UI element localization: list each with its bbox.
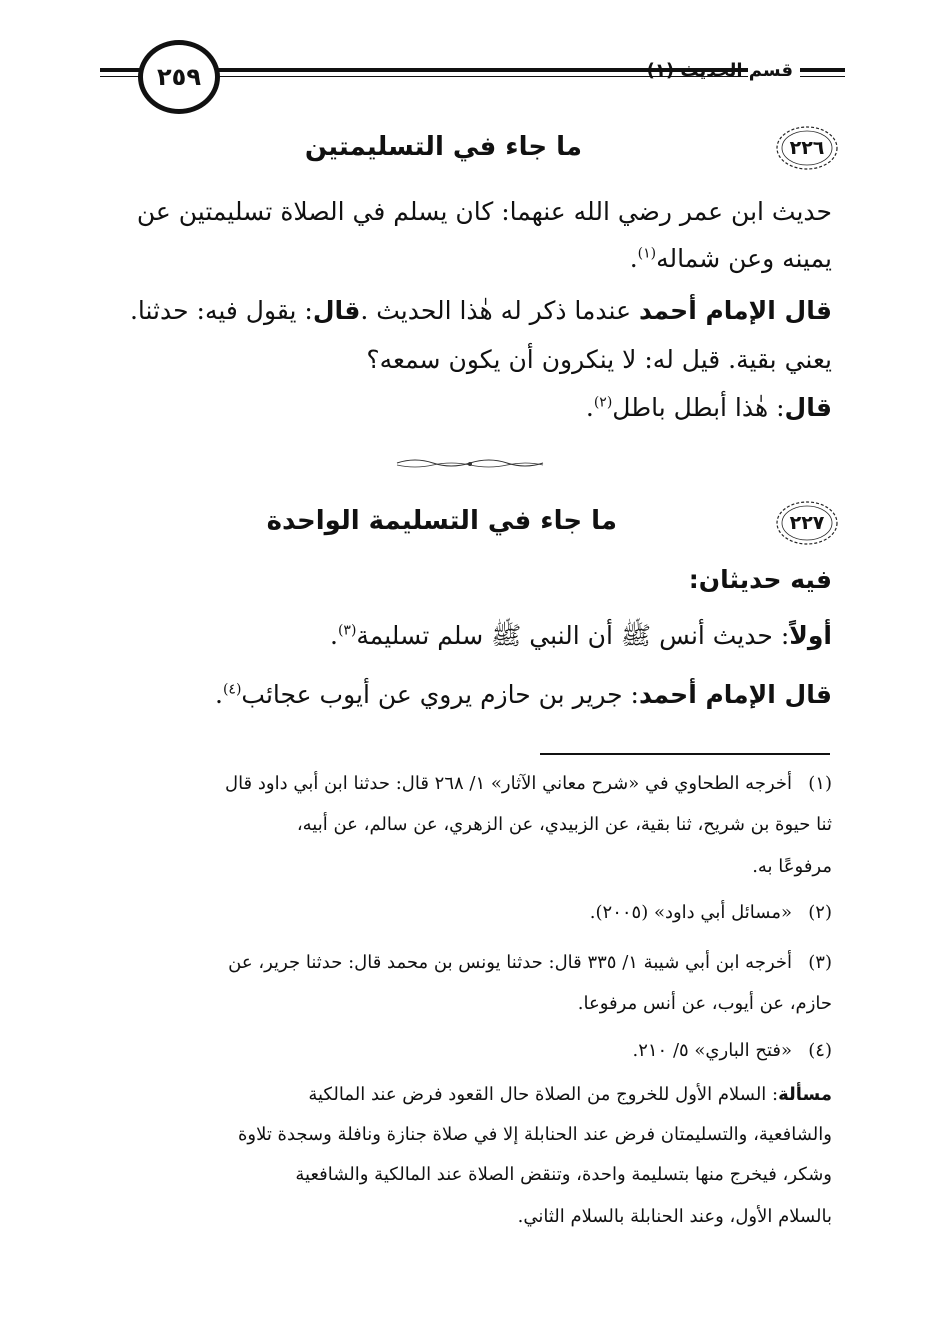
footnote-line: أخرجه الطحاوي في «شرح معاني الآثار» ١/ ٢٦٨ قال: حدثنا ابن أبي داود قال [224,773,792,794]
note-line: بالسلام الأول، وعند الحنابلة بالسلام الثاني. [517,1206,832,1227]
footnote-ref: (٣) [337,622,357,639]
section-title: ما جاء في التسليمة الواحدة [266,506,617,536]
question-line: يعني بقية. قيل له: لا ينكرون أن يكون سمعه؟ [366,345,832,374]
imam-ahmad-line: قال الإمام أحمد: جرير بن حازم يروي عن أيوب عجائب$^{(٤)}$. [215,680,832,709]
answer-line: قال: هٰذا أبطل باطل$^{(٢)}$. [585,393,832,422]
section-number: ٢٢٦ [789,137,825,159]
page-number: ٢٥٩ [138,40,220,114]
note-line: وشكر، فيخرج منها بتسليمة واحدة، وتنقض الصلاة عند المالكية والشافعية [295,1164,832,1185]
section-number-badge [775,125,839,171]
running-title: قسم الحديث (١) [646,60,793,81]
footnote-number: (٣) [808,952,832,973]
footnote-number: (٢) [808,902,832,923]
note-line: مسألة: السلام الأول للخروج من الصلاة حال القعود فرض عند المالكية [308,1084,832,1105]
section-number-badge [775,500,839,546]
header-rule-left-thin [100,76,140,77]
intro-line: فيه حديثان: [688,565,832,594]
hadith-line-2: يمينه وعن شماله$^{(١)}$. [629,244,832,273]
imam-quote-line: قال الإمام أحمد عندما ذكر له هٰذا الحديث .قال: يقول فيه: حدثنا. [129,296,832,325]
footnote-line: «مسائل أبي داود» (٢٠٠٥). [589,902,792,923]
note-label: مسألة [778,1084,832,1105]
hadith-line-1: حديث ابن عمر رضي الله عنهما: كان يسلم في الصلاة تسليمتين عن [136,197,832,226]
separator-ornament-icon [395,456,545,470]
header-rule-left-thick [100,68,140,72]
footnote-ref: (٢) [593,394,613,411]
footnote-ref: (٤) [222,681,242,698]
header-rule-right-thin [800,76,845,77]
footnote-line: حازم، عن أيوب، عن أنس مرفوعا. [577,993,832,1014]
footnote-line: ثنا حيوة بن شريح، ثنا بقية، عن الزبيدي، عن الزهري، عن سالم، عن أبيه، [296,814,832,835]
first-hadith-line: أولاً: حديث أنس ﷺ أن النبي ﷺ سلم تسليمة$^{(٣)}$. [329,621,832,650]
footnote-number: (٤) [808,1040,832,1061]
page-header [100,40,845,120]
note-line: والشافعية، والتسليمتان فرض عند الحنابلة إلا في صلاة جنازة ونافلة وسجدة تلاوة [237,1124,832,1145]
footnote-line: أخرجه ابن أبي شيبة ١/ ٣٣٥ قال: حدثنا يونس بن محمد قال: حدثنا جرير، عن [228,952,792,973]
footnote-number: (١) [808,773,832,794]
section-number: ٢٢٧ [789,512,825,534]
footnote-separator [540,753,830,755]
section-title: ما جاء في التسليمتين [304,132,582,162]
footnote-line: «فتح الباري» ٥/ ٢١٠. [632,1040,792,1061]
header-rule-right-thick [800,68,845,72]
footnote-ref: (١) [637,245,657,262]
footnote-line: مرفوعًا به. [752,856,832,877]
